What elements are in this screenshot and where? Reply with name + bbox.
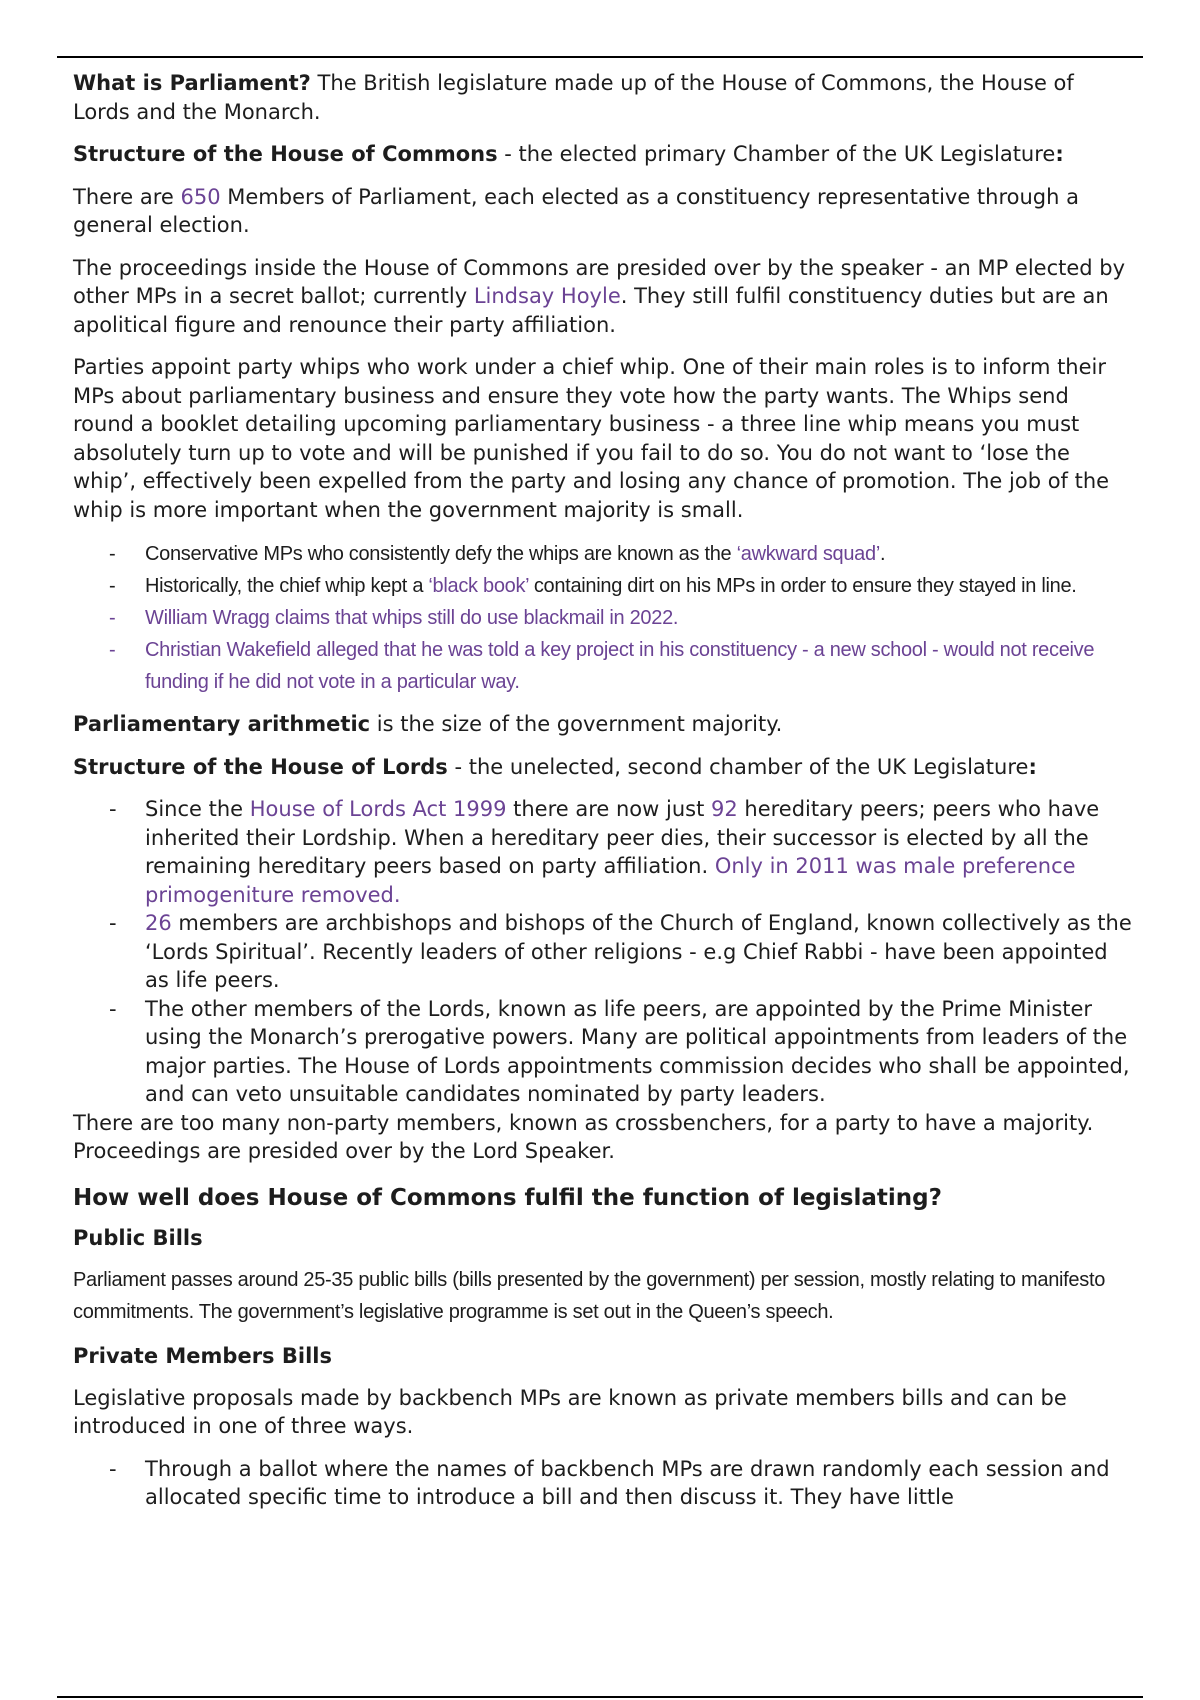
- commons-heading-rest: - the elected primary Chamber of the UK Legislature: [497, 142, 1056, 166]
- bullet1-text: Conservative MPs who consistently defy the whips are known as the: [145, 543, 737, 565]
- speaker-text-b: . They still fulfil constituency duties but are an apolitical figure and renounce their party affiliation.: [73, 284, 1109, 337]
- hereditary-count: 92: [711, 797, 738, 821]
- lords-b1-a: Since the: [145, 797, 250, 821]
- awkward-squad: ‘awkward squad’: [736, 543, 880, 565]
- legislating-heading: How well does House of Commons fulfil the function of legislating?: [73, 1184, 942, 1211]
- mps-text-b: Members of Parliament, each elected as a constituency representative through a general election.: [73, 184, 1079, 237]
- lords-b1-c: hereditary peers; peers who have inherited their Lordship. When a hereditary peer dies, their successor is elected by all the remaining hereditary peers based on party affiliation.: [145, 797, 1100, 878]
- crossbench-paragraph: There are too many non-party members, known as crossbenchers, for a party to have a majority. Proceedings are presided over by the Lord Speaker.: [73, 1110, 1094, 1163]
- lords-b2-rest: members are archbishops and bishops of the Church of England, known collectively as the ‘Lords Spiritual’. Recently leaders of other religions - e.g Chief Rabbi - have been appointed as life peers.: [145, 911, 1132, 992]
- list-item: [73, 570, 1133, 602]
- primogeniture-note: Only in 2011 was male preference primogeniture removed.: [145, 854, 1076, 907]
- list-item: [73, 795, 1133, 909]
- parliament-definition: [73, 69, 1133, 126]
- parliament-def: The British legislature made up of the House of Commons, the House of Lords and the Monarch.: [73, 71, 1074, 124]
- mps-number: 650: [180, 184, 221, 209]
- lords-heading: [73, 753, 1133, 782]
- private-bills-paragraph: Legislative proposals made by backbench MPs are known as private members bills and can be introduced in one of three ways.: [73, 1385, 1067, 1438]
- lords-heading-term: Structure of the House of Lords: [73, 754, 448, 779]
- mps-paragraph: [73, 183, 1133, 240]
- parliament-term: What is Parliament?: [73, 71, 311, 95]
- black-book: ‘black book’: [428, 575, 529, 597]
- speaker-name: Lindsay Hoyle: [473, 284, 621, 308]
- bullet1-end: .: [879, 543, 886, 565]
- lords-list: [73, 795, 1133, 1109]
- lords-heading-rest: - the unelected, second chamber of the UK Legislature: [447, 754, 1029, 779]
- bottom-rule: [57, 1696, 1143, 1698]
- public-bills-paragraph: Parliament passes around 25-35 public bills (bills presented by the government) per session, mostly relating to manifesto commitments. The government’s legislative programme is set out in the Queen’s speech.: [73, 1268, 1106, 1323]
- speaker-text-a: The proceedings inside the House of Commons are presided over by the speaker - an MP elected by other MPs in a secret ballot; currently: [73, 255, 1126, 308]
- list-item: - William Wragg claims that whips still do use blackmail in 2022.: [73, 602, 1133, 634]
- speaker-paragraph: [73, 254, 1133, 340]
- commons-heading-term: Structure of the House of Commons: [73, 142, 498, 166]
- whips-list: [73, 538, 1133, 698]
- list-item: - Through a ballot where the names of backbench MPs are drawn randomly each session and allocated specific time to introduce a bill and then discuss it. They have little: [73, 1455, 1133, 1512]
- private-bills-list: [73, 1455, 1133, 1512]
- private-bills-heading: Private Members Bills: [73, 1343, 332, 1368]
- lords-heading-colon: :: [1028, 754, 1037, 779]
- bishops-count: 26: [145, 911, 172, 935]
- bullet2-text: Historically, the chief whip kept a: [145, 575, 429, 597]
- list-item: [73, 538, 1133, 570]
- arithmetic-paragraph: [73, 710, 1133, 739]
- lords-act: House of Lords Act 1999: [249, 797, 507, 821]
- public-bills-heading: Public Bills: [73, 1225, 203, 1250]
- list-item: - The other members of the Lords, known as life peers, are appointed by the Prime Minister using the Monarch’s prerogative powers. Many are political appointments from leaders of the major parties. The House of Lords appointments commission decides who shall be appointed, and can veto unsuitable candidates nominated by party leaders.: [73, 995, 1133, 1109]
- arithmetic-def: is the size of the government majority.: [370, 712, 783, 736]
- commons-heading-colon: :: [1055, 142, 1064, 166]
- top-rule: [57, 56, 1143, 58]
- document-content: [73, 69, 1133, 1512]
- list-item: - Christian Wakefield alleged that he was told a key project in his constituency - a new school - would not receive funding if he did not vote in a particular way.: [73, 634, 1133, 698]
- arithmetic-term: Parliamentary arithmetic: [73, 712, 371, 736]
- whips-paragraph: Parties appoint party whips who work under a chief whip. One of their main roles is to inform their MPs about parliamentary business and ensure they vote how the party wants. The Whips send round a booklet detailing upcoming parliamentary business - a three line whip means you must absolutely turn up to vote and will be punished if you fail to do so. You do not want to ‘lose the whip’, effectively been expelled from the party and losing any chance of promotion. The job of the whip is more important when the government majority is small.: [73, 355, 1110, 522]
- bullet2-end: containing dirt on his MPs in order to ensure they stayed in line.: [528, 575, 1077, 597]
- list-item: [73, 909, 1133, 995]
- mps-text-a: There are: [73, 184, 181, 209]
- commons-heading: [73, 140, 1133, 169]
- lords-b1-b: there are now just: [506, 797, 711, 821]
